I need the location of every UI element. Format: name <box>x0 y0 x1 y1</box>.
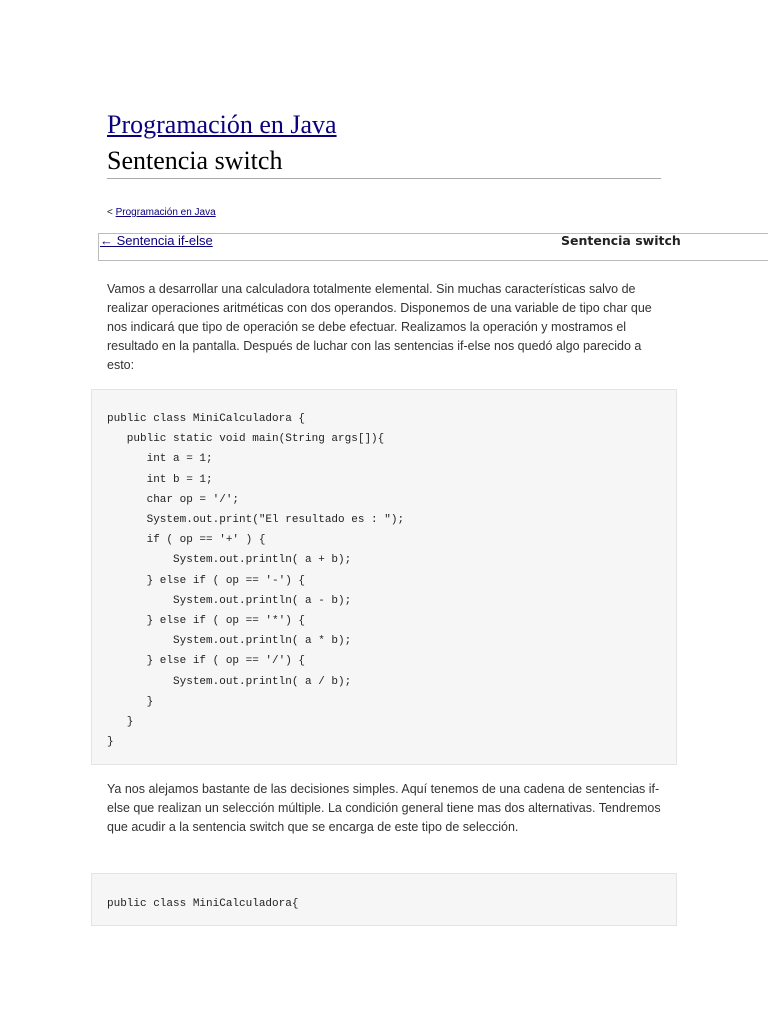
intro-paragraph: Vamos a desarrollar una calculadora totalmente elemental. Sin muchas características salvo de realizar operaciones aritméticas con dos operandos. Disponemos de una variable de tipo char que nos indicará que tipo de operación se debe efectuar. Realizamos la operación y mostramos el resultado en la pantalla. Después de luchar con las sentencias if-else nos quedó algo parecido a esto: <box>107 282 652 372</box>
code-line: public static void main(String args[]){ <box>107 433 385 446</box>
chapter-navigation <box>98 233 768 261</box>
code-line: int a = 1; <box>107 453 213 466</box>
book-title-link[interactable]: Programación en Java <box>107 110 337 139</box>
previous-chapter-link[interactable]: ← Sentencia if-else <box>100 233 213 248</box>
code-line: } <box>107 695 154 708</box>
code-line: public class MiniCalculadora{ <box>107 898 299 910</box>
code-line: public class MiniCalculadora { <box>107 413 306 425</box>
code-line: System.out.println( a + b); <box>107 554 352 567</box>
code-lines <box>107 894 298 914</box>
code-line: int b = 1; <box>107 473 213 486</box>
explanation-paragraph: Ya nos alejamos bastante de las decisiones simples. Aquí tenemos de una cadena de sentencias if-else que realizan un selección múltiple. La condición general tiene mas dos alternativas. Tendremos que acudir a la sentencia switch que se encarga de este tipo de selección. <box>107 782 661 834</box>
code-line: } else if ( op == '/') { <box>107 655 306 668</box>
code-line: System.out.println( a / b); <box>107 675 352 688</box>
code-line: } <box>107 736 114 749</box>
code-line: if ( op == '+' ) { <box>107 534 266 547</box>
code-block <box>91 873 677 926</box>
code-line: System.out.println( a * b); <box>107 635 352 648</box>
code-line: System.out.println( a - b); <box>107 594 352 607</box>
code-lines <box>107 409 404 752</box>
code-line: } else if ( op == '*') { <box>107 615 306 628</box>
code-line: System.out.print("El resultado es : "); <box>107 514 405 527</box>
title-divider <box>107 178 661 179</box>
code-block <box>91 389 677 765</box>
code-line: char op = '/'; <box>107 493 240 506</box>
breadcrumb-link[interactable]: Programación en Java <box>115 207 216 218</box>
page-title: Sentencia switch <box>107 146 283 175</box>
breadcrumb-prefix: < <box>107 207 116 218</box>
breadcrumb <box>107 206 216 220</box>
code-line: } else if ( op == '-') { <box>107 574 306 587</box>
code-line: } <box>107 716 134 729</box>
current-chapter-label: Sentencia switch <box>561 233 681 248</box>
